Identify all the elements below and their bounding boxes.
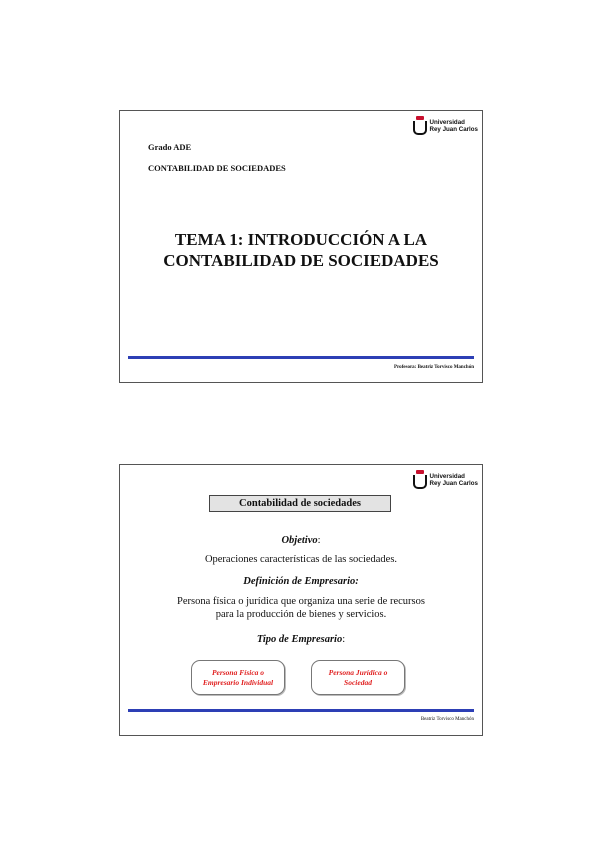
objetivo-label: Objetivo [281,535,318,546]
university-logo [413,116,479,134]
divider-line [128,709,474,712]
tipo-colon: : [342,634,346,645]
university-logo-text [430,473,479,487]
slide-footer: Profesora: Beatriz Torvisco Manchón [393,365,474,370]
option-2-line-2: Sociedad [344,677,372,687]
definicion-heading: Definición de Empresario: [243,576,359,587]
persona-juridica-option [311,660,405,695]
university-crest-icon [413,116,427,134]
logo-line-2: Rey Juan Carlos [429,480,478,487]
objetivo-heading [120,534,482,547]
persona-fisica-option [191,660,285,695]
option-1-line-2: Empresario Individual [202,677,274,687]
option-1-line-1: Persona Física o [211,667,265,677]
title-line-1: TEMA 1: INTRODUCCIÓN A LA [174,230,428,249]
definicion-text [120,595,482,621]
subject-label: CONTABILIDAD DE SOCIEDADES [148,163,286,173]
logo-line-2: Rey Juan Carlos [429,126,478,133]
slide-footer: Beatriz Torvisco Manchón [420,717,474,722]
option-2-line-1: Persona Jurídica o [328,667,388,677]
logo-line-1: Universidad [429,473,465,480]
section-title-box: Contabilidad de sociedades [209,495,391,512]
slide-2 [119,464,483,736]
objetivo-text: Operaciones características de las sociedades. [204,554,398,565]
slide-1 [119,110,483,383]
university-crest-icon [413,470,427,488]
title-line-2: CONTABILIDAD DE SOCIEDADES [163,251,439,270]
logo-line-1: Universidad [429,119,465,126]
definicion-line-1: Persona física o jurídica que organiza una serie de recursos [177,596,425,607]
tipo-heading [120,633,482,646]
definicion-line-2: para la producción de bienes y servicios. [215,609,387,620]
university-logo [413,470,479,488]
slide-title [120,229,482,271]
divider-line [128,356,474,359]
university-logo-text [430,119,479,133]
tipo-label: Tipo de Empresario [256,634,343,645]
objetivo-colon: : [317,535,321,546]
degree-label: Grado ADE [148,142,192,152]
